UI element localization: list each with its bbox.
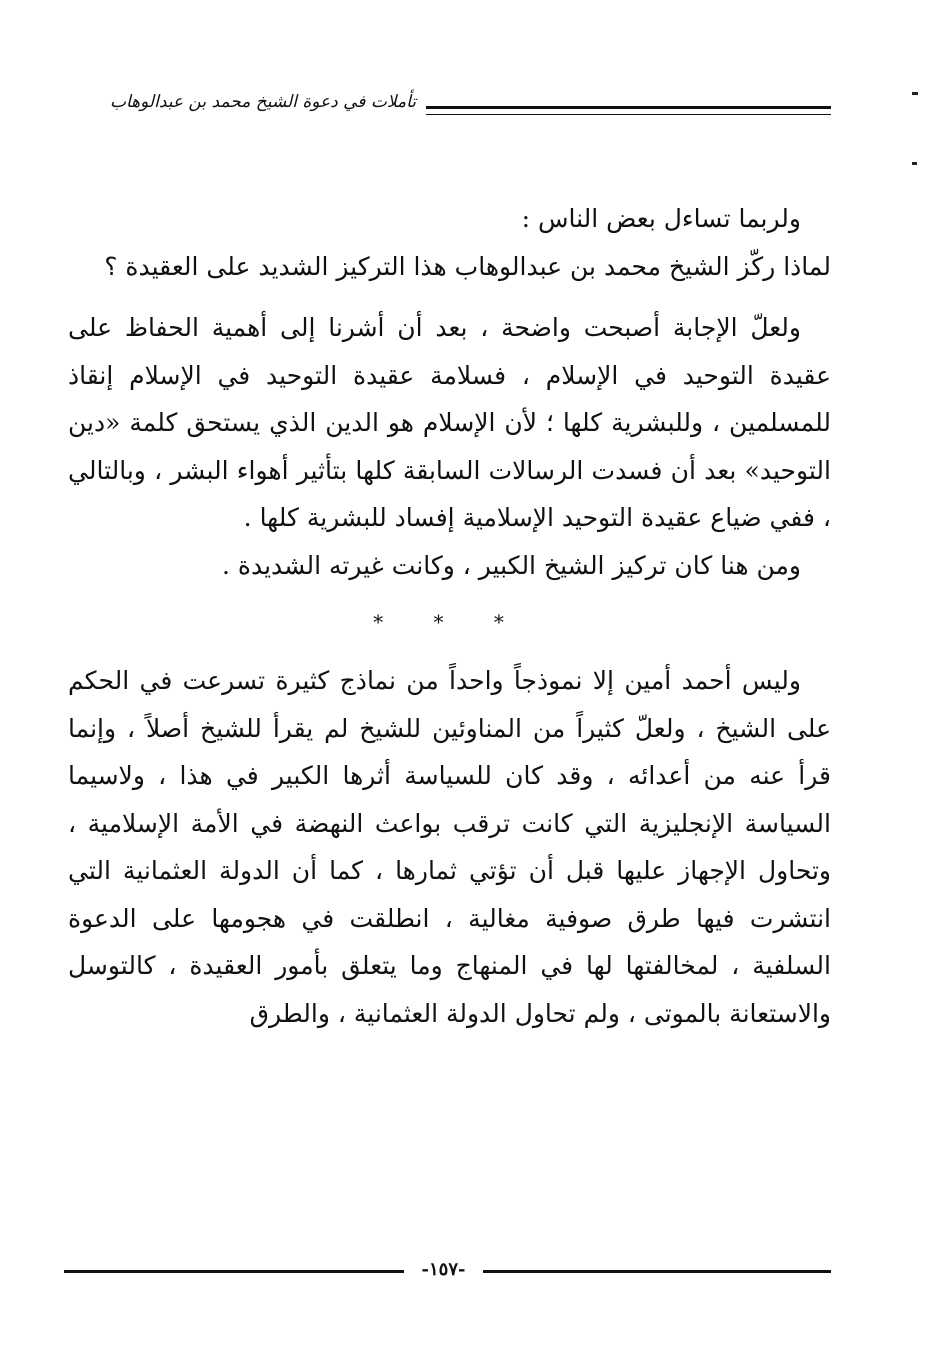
page-number: -١٥٧- bbox=[421, 1259, 466, 1280]
paragraph-gap bbox=[68, 290, 831, 304]
page-body bbox=[68, 195, 831, 1037]
footer-rule-right bbox=[483, 1270, 831, 1277]
section-separator: * * * bbox=[373, 610, 526, 634]
margin-mark bbox=[912, 162, 917, 165]
paragraph: وليس أحمد أمين إلا نموذجاً واحداً من نماذج كثيرة تسرعت في الحكم على الشيخ ، ولعلّ كثيراً من المناوئين للشيخ لم يقرأ للشيخ أصلاً ، وإنما قرأ عنه من أعدائه ، وقد كان للسياسة أثرها الكبير في هذا ، ولاسيما السياسة الإنجليزية التي كانت ترقب بواعث النهضة في الأمة الإسلامية ، وتحاول الإجهاز عليها قبل أن تؤتي ثمارها ، كما أن الدولة العثمانية التي انتشرت فيها طرق صوفية مغالية ، انطلقت في هجومها على الدعوة السلفية ، لمخالفتها لها في المنهاج وما يتعلق بأمور العقيدة ، كالتوسل والاستعانة بالموتى ، ولم تحاول الدولة العثمانية ، والطرق bbox=[68, 666, 831, 1028]
paragraph: ولعلّ الإجابة أصبحت واضحة ، بعد أن أشرنا إلى أهمية الحفاظ على عقيدة التوحيد في الإسلام ، فسلامة عقيدة التوحيد في الإسلام إنقاذ للمسلمين ، وللبشرية كلها ؛ لأن الإسلام هو الدين الذي يستحق كلمة «دين التوحيد» بعد أن فسدت الرسالات السابقة كلها بتأثير أهواء البشر ، وبالتالي ، ففي ضياع عقيدة التوحيد الإسلامية إفساد للبشرية كلها . bbox=[68, 313, 831, 532]
paragraph: لماذا ركّز الشيخ محمد بن عبدالوهاب هذا التركيز الشديد على العقيدة ؟ bbox=[104, 251, 831, 281]
running-header bbox=[64, 92, 831, 122]
header-title: تأملات في دعوة الشيخ محمد بن عبدالوهاب bbox=[110, 92, 416, 112]
paragraph: ولربما تساءل بعض الناس : bbox=[521, 204, 801, 233]
paragraph: ومن هنا كان تركيز الشيخ الكبير ، وكانت غيرته الشديدة . bbox=[221, 550, 801, 580]
footer-rule-left bbox=[64, 1270, 404, 1277]
margin-mark bbox=[912, 92, 918, 95]
page-footer bbox=[64, 1259, 831, 1282]
header-rule bbox=[426, 106, 831, 115]
